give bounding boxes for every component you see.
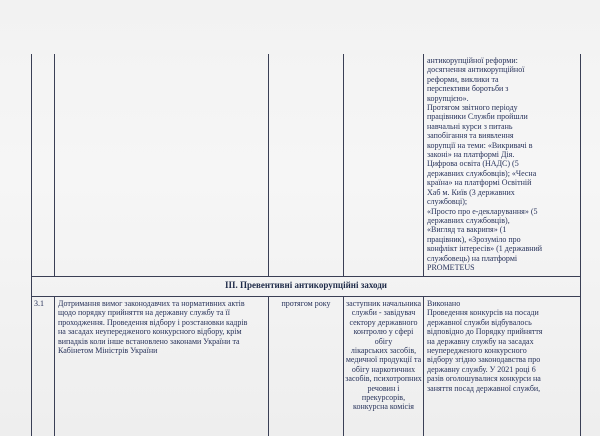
report-line: законі» на платформі Дія. — [427, 150, 515, 160]
result-line: неупередженого конкурсного — [427, 346, 527, 356]
table-border-right — [580, 54, 581, 436]
table-border-left — [31, 54, 32, 436]
measure-line: Кабінетом Міністрів України — [58, 346, 158, 356]
measure-line: проходження. Проведення відбору і розстановки кадрів — [58, 317, 248, 327]
report-line: службовці); — [427, 197, 468, 207]
report-line: державних службовців), — [427, 215, 510, 225]
report-line: реформи, виклики та — [427, 74, 499, 84]
table-column-divider-3-lower — [343, 296, 344, 436]
executor-line: служби - завідувач — [351, 308, 416, 318]
table-column-divider-3 — [343, 54, 344, 276]
executor-line: медичної продукції та — [345, 355, 422, 365]
report-line: службовець) на платформі — [427, 253, 518, 263]
report-line: державних службовців); «Чесна — [427, 168, 537, 178]
table-column-divider-1 — [54, 54, 55, 276]
report-line: корупції на теми: «Викривачі в — [427, 140, 533, 150]
table-row-divider-1 — [31, 276, 581, 277]
report-line: країна» на платформі Освітній — [427, 178, 532, 188]
report-line: PROMETEUS — [427, 262, 475, 272]
report-line: досягнення антикорупційної — [427, 65, 525, 75]
executor-line: лікарських засобів, — [350, 346, 417, 356]
table-column-divider-1-lower — [54, 296, 55, 436]
executor-line: конкурсна комісія — [353, 402, 414, 412]
table-row-divider-2 — [31, 296, 581, 297]
measure-result — [427, 299, 579, 393]
report-line: «Вигляд та вакрипя» (1 — [427, 225, 507, 235]
result-line: державну службу. У 2021 році 6 — [427, 364, 536, 374]
result-line: заняття посад державної служби, — [427, 383, 541, 393]
measure-line: Дотримання вимог законодавчих та нормативних актів — [58, 299, 245, 308]
table-column-divider-4 — [423, 54, 424, 276]
executor-line: засобів, психотропних — [345, 374, 422, 384]
measure-line: випадків коли інше встановлено законами України та — [58, 336, 240, 346]
measure-line: щодо порядку прийняття на державну службу та її — [58, 308, 230, 318]
report-line: запобігання та виявлення — [427, 131, 514, 141]
executor-line: речовин і прекурсорів, — [361, 383, 406, 403]
table-column-divider-2-lower — [268, 296, 269, 436]
result-line: разів оголошувалися конкурси на — [427, 374, 541, 384]
result-line: відповідно до Порядку прийняття — [427, 327, 543, 337]
report-line: антикорупційної реформи: — [427, 56, 518, 65]
result-line: відбору згідно законодавства про — [427, 355, 541, 365]
status-text: Виконано — [427, 299, 461, 308]
executor-line: обігу наркотичних — [351, 364, 416, 374]
report-line: корупцією». — [427, 93, 469, 103]
result-line: державної служби відбувалось — [427, 317, 532, 327]
result-line: Проведення конкурсів на посади — [427, 308, 539, 318]
report-text-cell — [427, 56, 579, 272]
report-line: Хаб м. Київ (3 державних — [427, 187, 515, 197]
section-heading: ІІІ. Превентивні антикорупційні заходи — [225, 280, 387, 290]
table-column-divider-2 — [268, 54, 269, 276]
result-line: на державну службу на засадах — [427, 336, 534, 346]
report-line: працівники Служби пройшли — [427, 112, 528, 122]
measure-number: 3.1 — [34, 299, 44, 308]
report-line: працівник), «Зрозуміло про — [427, 234, 521, 244]
measure-executor — [345, 299, 422, 412]
report-line: «Просто про е-декларування» (5 — [427, 206, 538, 216]
executor-line: сектору державного — [349, 317, 418, 327]
executor-line: контролю у сфері обігу — [353, 327, 414, 346]
table-column-divider-4-lower — [423, 296, 424, 436]
measure-description — [58, 299, 265, 355]
report-line: перспективи боротьби з — [427, 84, 509, 94]
measure-line: на засадах неупередженого конкурсного відбору, крім — [58, 327, 242, 337]
report-line: Цифрова освіта (НАДС) (5 — [427, 159, 519, 169]
report-line: навчальні курси з питань — [427, 121, 513, 131]
report-line: Протягом звітного періоду — [427, 103, 518, 113]
report-line: конфлікт інтересів» (1 державний — [427, 244, 543, 254]
measure-term: протягом року — [281, 299, 331, 308]
executor-line: заступник начальника — [345, 299, 422, 308]
